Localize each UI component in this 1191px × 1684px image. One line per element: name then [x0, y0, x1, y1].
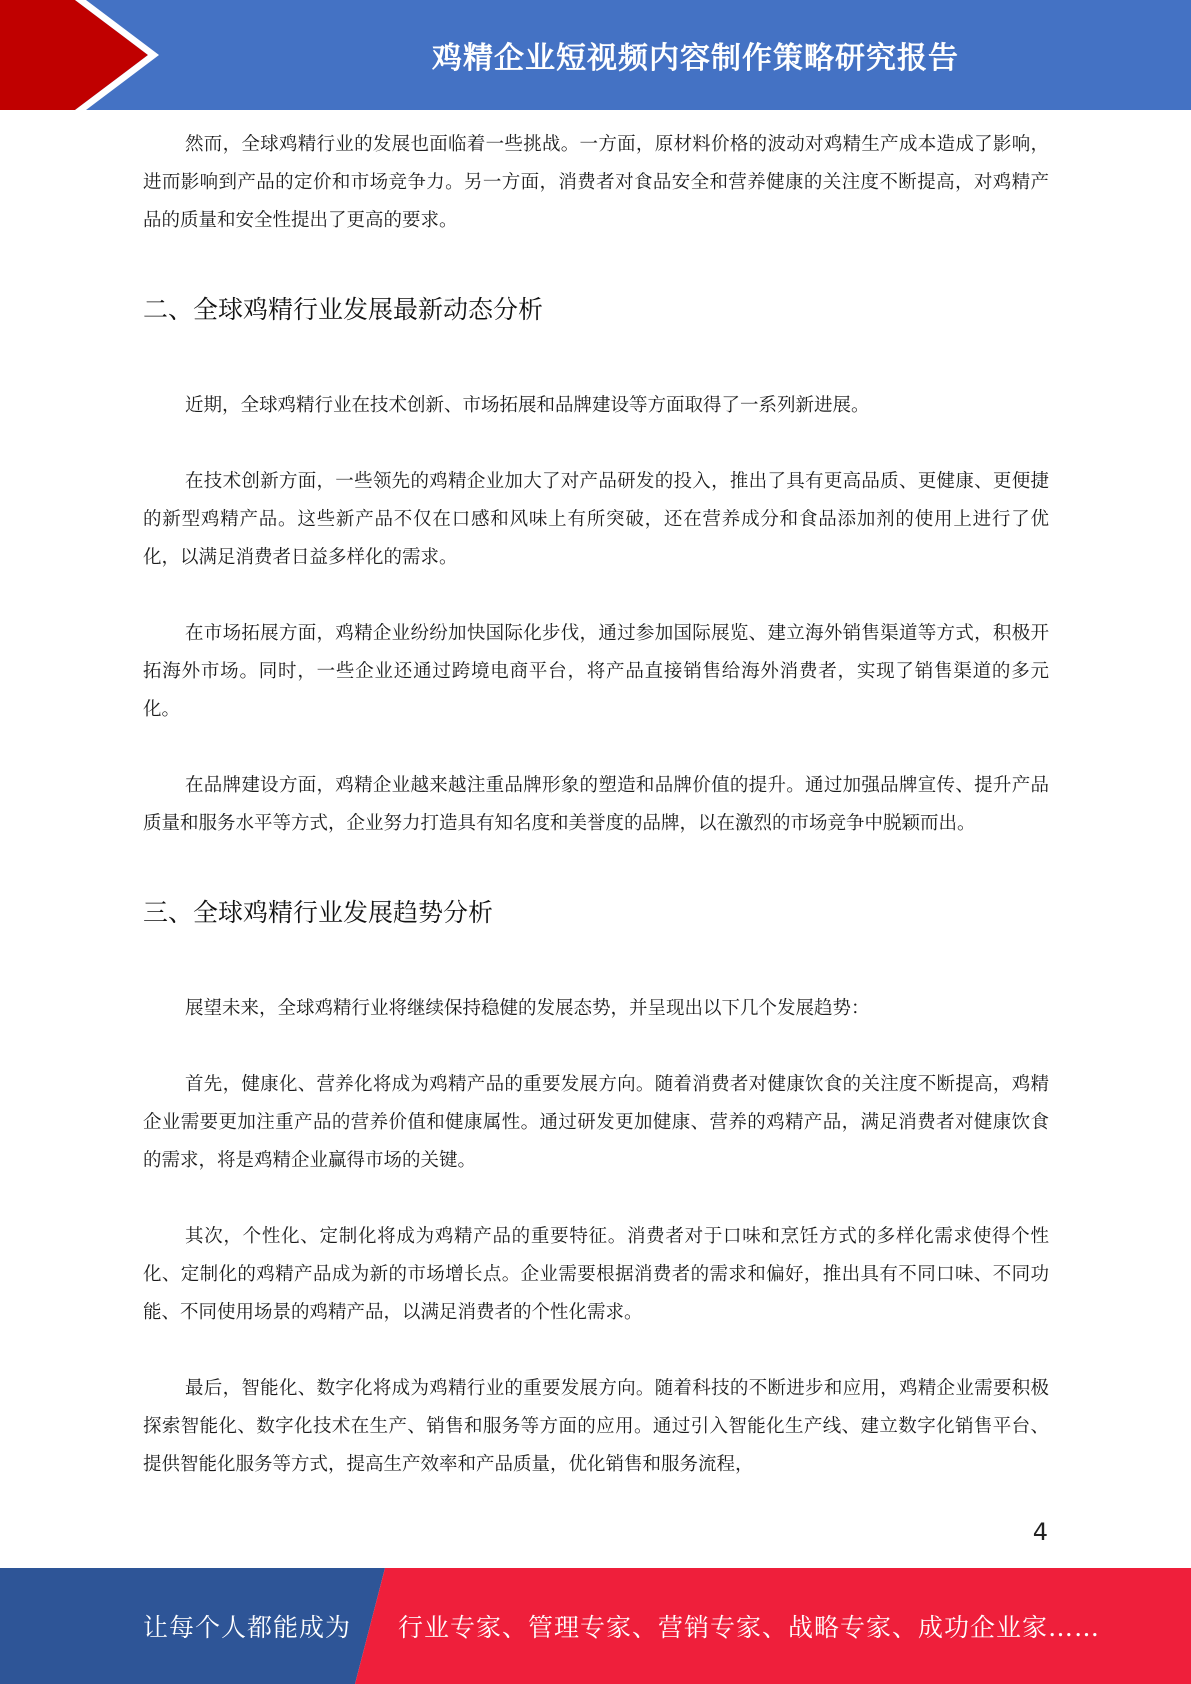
page-footer [0, 1568, 1191, 1684]
section-3-paragraph-1: 展望未来，全球鸡精行业将继续保持稳健的发展态势，并呈现出以下几个发展趋势： [185, 998, 870, 1019]
section-3-paragraph-4: 最后，智能化、数字化将成为鸡精行业的重要发展方向。随着科技的不断进步和应用，鸡精企业需要积极探索智能化、数字化技术在生产、销售和服务等方面的应用。通过引入智能化生产线、建立数字化销售平台、提供智能化服务等方式，提高生产效率和产品质量，优化销售和服务流程， [143, 1378, 1049, 1475]
document-body [143, 126, 1049, 1484]
section-3-paragraph-2: 首先，健康化、营养化将成为鸡精产品的重要发展方向。随着消费者对健康饮食的关注度不断提高，鸡精企业需要更加注重产品的营养价值和健康属性。通过研发更加健康、营养的鸡精产品，满足消费者对健康饮食的需求，将是鸡精企业赢得市场的关键。 [143, 1074, 1049, 1171]
footer-slogan-left: 让每个人都能成为 [143, 1613, 352, 1642]
section-3-heading: 三、全球鸡精行业发展趋势分析 [143, 898, 494, 927]
document-title: 鸡精企业短视频内容制作策略研究报告 [432, 41, 959, 76]
section-2-paragraph-3: 在市场拓展方面，鸡精企业纷纷加快国际化步伐，通过参加国际展览、建立海外销售渠道等方式，积极开拓海外市场。同时，一些企业还通过跨境电商平台，将产品直接销售给海外消费者，实现了销售渠道的多元化。 [143, 623, 1049, 720]
section-3-paragraph-3: 其次，个性化、定制化将成为鸡精产品的重要特征。消费者对于口味和烹饪方式的多样化需求使得个性化、定制化的鸡精产品成为新的市场增长点。企业需要根据消费者的需求和偏好，推出具有不同口味、不同功能、不同使用场景的鸡精产品，以满足消费者的个性化需求。 [143, 1226, 1049, 1323]
section-2-paragraph-2: 在技术创新方面，一些领先的鸡精企业加大了对产品研发的投入，推出了具有更高品质、更健康、更便捷的新型鸡精产品。这些新产品不仅在口感和风味上有所突破，还在营养成分和食品添加剂的使用上进行了优化，以满足消费者日益多样化的需求。 [143, 471, 1049, 568]
section-2-paragraph-4: 在品牌建设方面，鸡精企业越来越注重品牌形象的塑造和品牌价值的提升。通过加强品牌宣传、提升产品质量和服务水平等方式，企业努力打造具有知名度和美誉度的品牌，以在激烈的市场竞争中脱颖而出。 [143, 775, 1049, 834]
header-red-chevron [0, 0, 148, 110]
intro-paragraph: 然而，全球鸡精行业的发展也面临着一些挑战。一方面，原材料价格的波动对鸡精生产成本造成了影响，进而影响到产品的定价和市场竞争力。另一方面，消费者对食品安全和营养健康的关注度不断提高，对鸡精产品的质量和安全性提出了更高的要求。 [143, 134, 1049, 231]
page-header [0, 0, 1191, 110]
section-2-heading: 二、全球鸡精行业发展最新动态分析 [143, 295, 544, 324]
footer-slogan-right: 行业专家、管理专家、营销专家、战略专家、成功企业家…… [398, 1613, 1101, 1642]
section-2-paragraph-1: 近期，全球鸡精行业在技术创新、市场拓展和品牌建设等方面取得了一系列新进展。 [185, 395, 870, 416]
page-number: 4 [1032, 1518, 1048, 1546]
